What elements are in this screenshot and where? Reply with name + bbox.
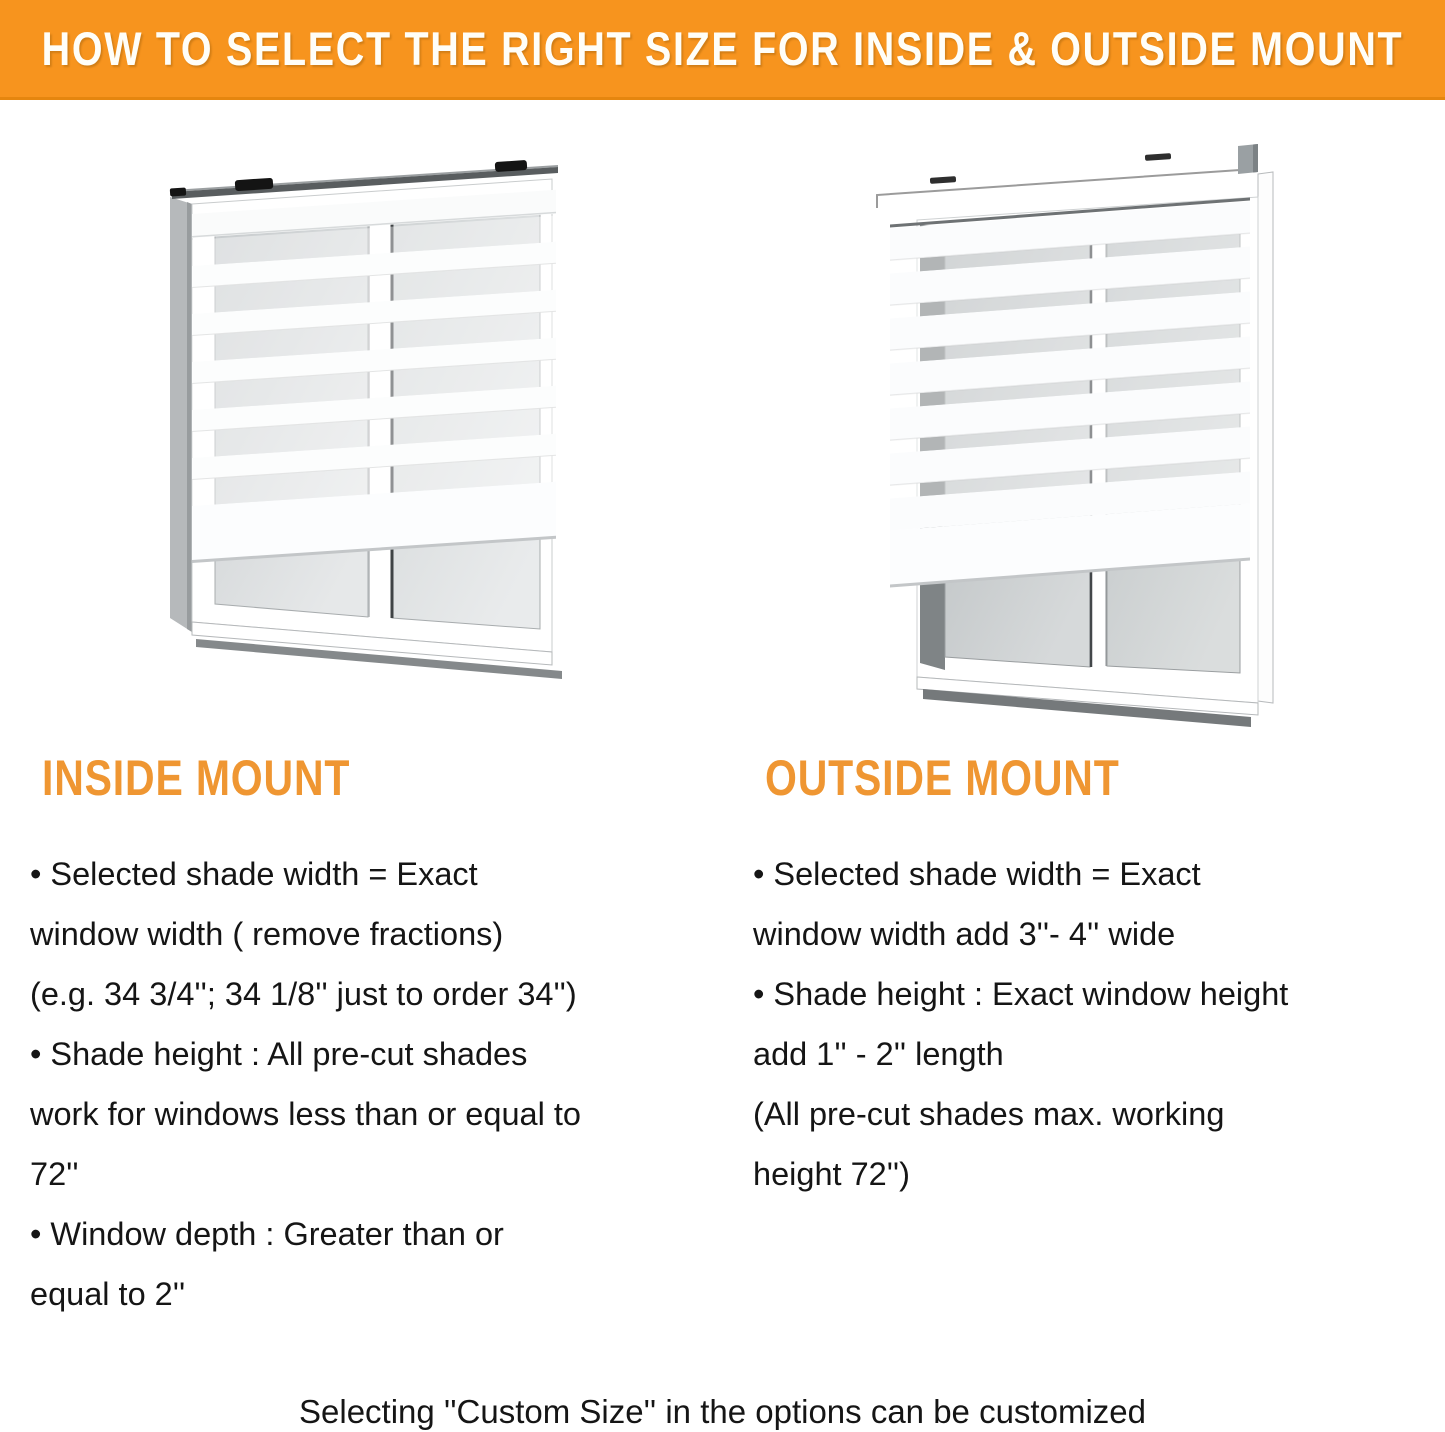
outside-bullet-line: (All pre-cut shades max. working bbox=[753, 1096, 1225, 1132]
inside-bullet-line: • Window depth : Greater than or bbox=[30, 1216, 504, 1252]
wall-screw-right bbox=[1145, 153, 1171, 161]
window-right-frame bbox=[1258, 172, 1273, 703]
inside-bullet-line: • Selected shade width = Exact bbox=[30, 856, 478, 892]
inside-bullet-line: 72'' bbox=[30, 1156, 79, 1192]
inside-bullet-line: • Shade height : All pre-cut shades bbox=[30, 1036, 528, 1072]
outside-bullet-line: add 1'' - 2'' length bbox=[753, 1036, 1004, 1072]
outside-mount-heading: OUTSIDE MOUNT bbox=[765, 750, 1120, 806]
outside-bullet-line: • Selected shade width = Exact bbox=[753, 856, 1201, 892]
inside-bullet-line: window width ( remove fractions) bbox=[30, 916, 504, 952]
outside-bullet-line: window width add 3''- 4'' wide bbox=[753, 916, 1176, 952]
outside-mount-window-graphic bbox=[845, 125, 1355, 745]
end-cap-side bbox=[1253, 144, 1258, 173]
outside-bullet-line: height 72'') bbox=[753, 1156, 910, 1192]
inside-bullet-line: (e.g. 34 3/4''; 34 1/8'' just to order 34'') bbox=[30, 976, 577, 1012]
zebra-blind bbox=[890, 197, 1250, 587]
outside-mount-illustration bbox=[845, 125, 1355, 745]
zebra-blind bbox=[192, 190, 556, 563]
outside-bullet-line: • Shade height : Exact window height bbox=[753, 976, 1289, 1012]
window-jamb-edge bbox=[187, 202, 192, 632]
inside-mount-window-graphic bbox=[150, 140, 655, 755]
banner bbox=[0, 0, 1445, 100]
banner-title: HOW TO SELECT THE RIGHT SIZE FOR INSIDE & OUTSIDE MOUNT bbox=[41, 22, 1404, 75]
outside-mount-section bbox=[753, 752, 1423, 1204]
mount-clip-left bbox=[170, 187, 186, 196]
inside-mount-heading: INSIDE MOUNT bbox=[42, 750, 351, 806]
wall-screw-left bbox=[930, 176, 956, 184]
mount-clip-right bbox=[495, 160, 528, 172]
inside-mount-section bbox=[30, 752, 680, 1324]
inside-mount-illustration bbox=[150, 140, 655, 755]
custom-size-note: Selecting ''Custom Size'' in the options can be customized bbox=[299, 1393, 1146, 1430]
inside-bullet-line: equal to 2'' bbox=[30, 1276, 186, 1312]
inside-bullet-line: work for windows less than or equal to bbox=[30, 1096, 581, 1132]
